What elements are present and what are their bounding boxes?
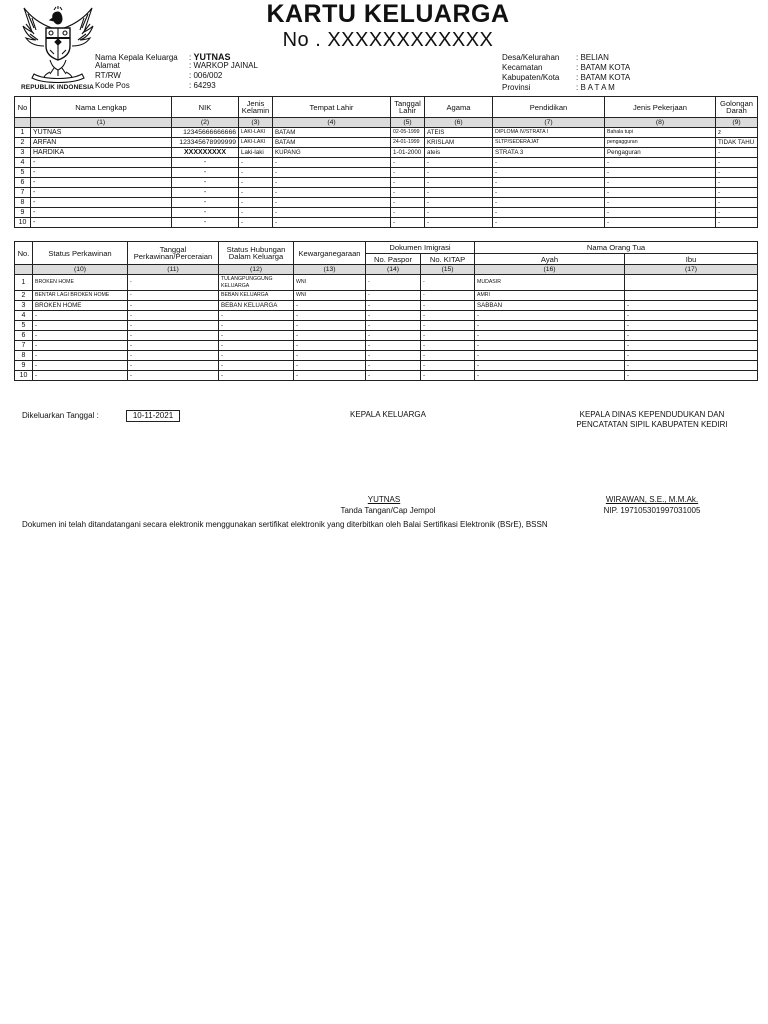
cell-jenis-kelamin: - [239, 158, 273, 168]
cell-row-no: 3 [15, 148, 31, 158]
cell-tanggal-perkawinan: - [128, 291, 219, 301]
cell-pendidikan: - [493, 218, 605, 228]
cell-no-paspor: - [366, 291, 421, 301]
cell-ibu [625, 275, 758, 291]
cell-jenis-pekerjaan: - [605, 168, 716, 178]
col-header-no-kitap: No. KITAP [421, 254, 475, 265]
col-header-agama: Agama [425, 97, 493, 118]
cell-jenis-kelamin: LAKI-LAKI [239, 128, 273, 138]
cell-status-perkawinan: - [33, 321, 128, 331]
cell-kewarganegaraan: - [294, 351, 366, 361]
table-row [15, 371, 758, 381]
col-header-golongan-darah: Golongan Darah [716, 97, 758, 118]
family-status-rows [15, 275, 758, 381]
cell-row-no: 10 [15, 218, 31, 228]
cell-golongan-darah: z [716, 128, 758, 138]
cell-jenis-pekerjaan: - [605, 198, 716, 208]
cell-ayah: MUDASIR [475, 275, 625, 291]
cell-ibu: - [625, 371, 758, 381]
cell-kewarganegaraan: - [294, 311, 366, 321]
cell-golongan-darah: - [716, 198, 758, 208]
cell-nama-lengkap: - [31, 178, 172, 188]
cell-no-paspor: - [366, 301, 421, 311]
cell-agama: - [425, 178, 493, 188]
cell-kewarganegaraan: - [294, 321, 366, 331]
cell-pendidikan: - [493, 188, 605, 198]
cell-tanggal-perkawinan: - [128, 341, 219, 351]
cell-no-kitap: - [421, 361, 475, 371]
col-number: (17) [625, 265, 758, 275]
family-members-rows [15, 128, 758, 228]
cell-no-paspor: - [366, 275, 421, 291]
cell-row-no: 6 [15, 178, 31, 188]
cell-ayah: SABBAN [475, 301, 625, 311]
table-row [15, 178, 758, 188]
cell-status-perkawinan: - [33, 311, 128, 321]
cell-jenis-kelamin: - [239, 168, 273, 178]
signer-caption: Tanda Tangan/Cap Jempol [340, 506, 436, 515]
cell-ayah: - [475, 311, 625, 321]
document-title: KARTU KELUARGA [266, 0, 510, 28]
cell-tanggal-perkawinan: - [128, 371, 219, 381]
cell-ayah: - [475, 371, 625, 381]
cell-row-no: 3 [15, 301, 33, 311]
col-number: (7) [493, 118, 605, 128]
col-number: (9) [716, 118, 758, 128]
col-number: (1) [31, 118, 172, 128]
cell-kewarganegaraan: - [294, 341, 366, 351]
cell-row-no: 9 [15, 361, 33, 371]
table-row [15, 341, 758, 351]
cell-agama: ateis [425, 148, 493, 158]
cell-nik: - [172, 208, 239, 218]
cell-ibu: - [625, 351, 758, 361]
table-row [15, 148, 758, 158]
cell-row-no: 7 [15, 341, 33, 351]
cell-status-perkawinan: - [33, 351, 128, 361]
header-value-desa: BELIAN [580, 53, 609, 62]
cell-nik: XXXXXXXXX [172, 148, 239, 158]
col-header-pendidikan: Pendidikan [493, 97, 605, 118]
cell-nama-lengkap: HARDIKA [31, 148, 172, 158]
table-row [15, 311, 758, 321]
cell-no-kitap: - [421, 371, 475, 381]
table-row [15, 361, 758, 371]
col-number: (3) [239, 118, 273, 128]
cell-row-no: 8 [15, 351, 33, 361]
cell-jenis-pekerjaan: - [605, 178, 716, 188]
cell-tanggal-perkawinan: - [128, 331, 219, 341]
cell-pendidikan: - [493, 168, 605, 178]
cell-ayah: - [475, 351, 625, 361]
col-number: (14) [366, 265, 421, 275]
cell-no-kitap: - [421, 311, 475, 321]
cell-jenis-kelamin: LAKI-LAKI [239, 138, 273, 148]
cell-tanggal-perkawinan: - [128, 275, 219, 291]
cell-tempat-lahir: BATAM [273, 128, 391, 138]
header-value-kabupaten: BATAM KOTA [580, 73, 631, 82]
cell-jenis-kelamin: - [239, 198, 273, 208]
cell-pendidikan: DIPLOMA IV/STRATA I [493, 128, 605, 138]
col-number: (11) [128, 265, 219, 275]
cell-nama-lengkap: ARFAN [31, 138, 172, 148]
emblem-caption: REPUBLIK INDONESIA [21, 84, 94, 91]
col-header-nama-orang-tua: Nama Orang Tua [475, 242, 758, 254]
cell-row-no: 1 [15, 128, 31, 138]
cell-nama-lengkap: YUTNAS [31, 128, 172, 138]
col-number: (4) [273, 118, 391, 128]
cell-pendidikan: - [493, 198, 605, 208]
cell-ibu: - [625, 311, 758, 321]
col-header-nik: NIK [172, 97, 239, 118]
header-label-rtrw: RT/RW [95, 71, 121, 80]
cell-nik: - [172, 218, 239, 228]
cell-jenis-kelamin: - [239, 208, 273, 218]
cell-agama: - [425, 158, 493, 168]
cell-no-paspor: - [366, 331, 421, 341]
kepala-keluarga-title: KEPALA KELUARGA [350, 410, 426, 419]
cell-no-kitap: - [421, 351, 475, 361]
cell-tempat-lahir: BATAM [273, 138, 391, 148]
col-header-status-perkawinan: Status Perkawinan [33, 242, 128, 265]
table-row [15, 351, 758, 361]
col-number: (8) [605, 118, 716, 128]
col-number: (2) [172, 118, 239, 128]
cell-jenis-kelamin: Laki-laki [239, 148, 273, 158]
table-row [15, 188, 758, 198]
cell-no-paspor: - [366, 341, 421, 351]
col-number: (15) [421, 265, 475, 275]
col-number: (6) [425, 118, 493, 128]
cell-status-hubungan: - [219, 361, 294, 371]
cell-no-kitap: - [421, 341, 475, 351]
cell-row-no: 7 [15, 188, 31, 198]
cell-nik: - [172, 168, 239, 178]
col-header-pekerjaan: Jenis Pekerjaan [605, 97, 716, 118]
dinas-title-line2: PENCATATAN SIPIL KABUPATEN KEDIRI [576, 420, 728, 429]
cell-status-hubungan: - [219, 371, 294, 381]
cell-nama-lengkap: - [31, 168, 172, 178]
cell-status-hubungan: TULANGPUNGGUNG KELUARGA [219, 275, 294, 291]
cell-ibu: - [625, 341, 758, 351]
cell-jenis-pekerjaan: Pengaguran [605, 148, 716, 158]
cell-row-no: 6 [15, 331, 33, 341]
cell-jenis-pekerjaan: Bahala tupi [605, 128, 716, 138]
cell-status-perkawinan: - [33, 371, 128, 381]
cell-tanggal-lahir: - [391, 198, 425, 208]
header-value-kodepos: 64293 [193, 81, 216, 90]
table-row [15, 331, 758, 341]
cell-ibu: - [625, 321, 758, 331]
header-value-kecamatan: BATAM KOTA [580, 63, 631, 72]
table-row [15, 208, 758, 218]
cell-status-perkawinan: - [33, 331, 128, 341]
cell-pendidikan: STRATA 3 [493, 148, 605, 158]
cell-status-hubungan: - [219, 341, 294, 351]
cell-status-hubungan: - [219, 351, 294, 361]
cell-nik: - [172, 188, 239, 198]
cell-golongan-darah: - [716, 188, 758, 198]
cell-tanggal-perkawinan: - [128, 301, 219, 311]
cell-ibu: - [625, 361, 758, 371]
cell-agama: KRISLAM [425, 138, 493, 148]
table-row [15, 158, 758, 168]
cell-status-perkawinan: - [33, 341, 128, 351]
table-row [15, 321, 758, 331]
cell-tanggal-lahir: 24-01-1999 [391, 138, 425, 148]
cell-jenis-kelamin: - [239, 188, 273, 198]
header-value-rtrw: 006/002 [193, 71, 223, 80]
header-label-kabupaten: Kabupaten/Kota [502, 73, 560, 82]
cell-no-kitap: - [421, 321, 475, 331]
cell-tempat-lahir: - [273, 188, 391, 198]
family-status-table [14, 241, 758, 381]
cell-tanggal-perkawinan: - [128, 311, 219, 321]
col-number-blank [15, 118, 31, 128]
cell-jenis-pekerjaan: - [605, 218, 716, 228]
cell-row-no: 9 [15, 208, 31, 218]
cell-agama: - [425, 208, 493, 218]
cell-jenis-pekerjaan: - [605, 188, 716, 198]
official-nip: NIP. 197105301997031005 [603, 506, 701, 515]
cell-nama-lengkap: - [31, 158, 172, 168]
cell-agama: - [425, 168, 493, 178]
cell-golongan-darah: - [716, 178, 758, 188]
cell-jenis-pekerjaan: - [605, 158, 716, 168]
cell-nama-lengkap: - [31, 188, 172, 198]
cell-ayah: - [475, 361, 625, 371]
cell-row-no: 4 [15, 158, 31, 168]
cell-golongan-darah: - [716, 148, 758, 158]
cell-pendidikan: SLTP/SEDERAJAT [493, 138, 605, 148]
cell-golongan-darah: - [716, 208, 758, 218]
official-name: WIRAWAN, S.E., M.M.Ak. [605, 495, 699, 504]
cell-ibu: - [625, 331, 758, 341]
cell-tanggal-lahir: - [391, 208, 425, 218]
cell-tanggal-lahir: - [391, 188, 425, 198]
col-header-ayah: Ayah [475, 254, 625, 265]
col-number: (13) [294, 265, 366, 275]
cell-ayah: - [475, 341, 625, 351]
cell-tempat-lahir: KUPANG [273, 148, 391, 158]
cell-nik: - [172, 158, 239, 168]
header-label-kecamatan: Kecamatan [502, 63, 543, 72]
cell-no-kitap: - [421, 301, 475, 311]
table-row [15, 138, 758, 148]
col-number: (16) [475, 265, 625, 275]
cell-row-no: 2 [15, 291, 33, 301]
cell-no-paspor: - [366, 371, 421, 381]
cell-golongan-darah: - [716, 218, 758, 228]
col-header-ibu: Ibu [625, 254, 758, 265]
cell-ibu [625, 291, 758, 301]
issued-label: Dikeluarkan Tanggal : [22, 411, 99, 420]
cell-tanggal-lahir: 1-01-2000 [391, 148, 425, 158]
cell-kewarganegaraan: - [294, 371, 366, 381]
header-value-nama-kepala: YUTNAS [193, 52, 231, 62]
header-label-desa: Desa/Kelurahan [502, 53, 560, 62]
cell-agama: ATEIS [425, 128, 493, 138]
cell-tanggal-perkawinan: - [128, 361, 219, 371]
cell-no-kitap: - [421, 275, 475, 291]
cell-status-hubungan: - [219, 321, 294, 331]
cell-tempat-lahir: - [273, 218, 391, 228]
cell-no-kitap: - [421, 291, 475, 301]
cell-pendidikan: - [493, 158, 605, 168]
cell-tempat-lahir: - [273, 208, 391, 218]
col-number: (10) [33, 265, 128, 275]
cell-status-hubungan: - [219, 311, 294, 321]
cell-nama-lengkap: - [31, 198, 172, 208]
table-row [15, 218, 758, 228]
cell-kewarganegaraan: - [294, 301, 366, 311]
cell-kewarganegaraan: - [294, 331, 366, 341]
cell-nik: - [172, 198, 239, 208]
cell-jenis-pekerjaan: pengagguran [605, 138, 716, 148]
cell-kewarganegaraan: - [294, 361, 366, 371]
cell-no-paspor: - [366, 321, 421, 331]
cell-tanggal-lahir: - [391, 168, 425, 178]
cell-status-perkawinan: BROKEN HOME [33, 275, 128, 291]
cell-no-paspor: - [366, 351, 421, 361]
cell-status-perkawinan: - [33, 361, 128, 371]
header-label-alamat: Alamat [95, 61, 120, 70]
cell-kewarganegaraan: WNI [294, 275, 366, 291]
cell-jenis-kelamin: - [239, 178, 273, 188]
cell-row-no: 2 [15, 138, 31, 148]
cell-agama: - [425, 218, 493, 228]
cell-no-kitap: - [421, 331, 475, 341]
family-members-table [14, 96, 758, 228]
header-label-kodepos: Kode Pos [95, 81, 130, 90]
header-right-block: Desa/Kelurahan : BELIAN Kecamatan : BATAM KOTA Kabupaten/Kota : BATAM KOTA Provinsi : B A T A M [502, 53, 631, 92]
cell-pendidikan: - [493, 208, 605, 218]
cell-nik: 12345666666666 [172, 128, 239, 138]
header-value-provinsi: B A T A M [580, 83, 615, 92]
table-row [15, 198, 758, 208]
cell-tanggal-perkawinan: - [128, 321, 219, 331]
cell-no-paspor: - [366, 361, 421, 371]
cell-tanggal-lahir: - [391, 178, 425, 188]
cell-tanggal-perkawinan: - [128, 351, 219, 361]
cell-nama-lengkap: - [31, 208, 172, 218]
cell-tanggal-lahir: - [391, 158, 425, 168]
cell-status-hubungan: BEBAN KELUARGA [219, 291, 294, 301]
col-header-tempat-lahir: Tempat Lahir [273, 97, 391, 118]
cell-status-hubungan: - [219, 331, 294, 341]
cell-tempat-lahir: - [273, 178, 391, 188]
cell-nik: 123345678999999 [172, 138, 239, 148]
table-row [15, 301, 758, 311]
dinas-title-line1: KEPALA DINAS KEPENDUDUKAN DAN [579, 410, 725, 419]
cell-golongan-darah: - [716, 158, 758, 168]
cell-tempat-lahir: - [273, 158, 391, 168]
col-header-status-hubungan: Status Hubungan Dalam Keluarga [219, 242, 294, 265]
cell-status-perkawinan: BROKEN HOME [33, 301, 128, 311]
cell-golongan-darah: - [716, 168, 758, 178]
cell-tanggal-lahir: - [391, 218, 425, 228]
header-label-nama-kepala: Nama Kepala Keluarga [95, 53, 178, 62]
cell-row-no: 5 [15, 168, 31, 178]
col-header-tanggal-perkawinan: Tanggal Perkawinan/Perceraian [128, 242, 219, 265]
table-row [15, 291, 758, 301]
cell-ayah: - [475, 321, 625, 331]
cell-agama: - [425, 198, 493, 208]
cell-ibu: - [625, 301, 758, 311]
cell-pendidikan: - [493, 178, 605, 188]
cell-row-no: 10 [15, 371, 33, 381]
table-row [15, 128, 758, 138]
table-row [15, 275, 758, 291]
cell-golongan-darah: TIDAK TAHU [716, 138, 758, 148]
col-header-tanggal-lahir: Tanggal Lahir [391, 97, 425, 118]
cell-tanggal-lahir: 02-05-1999 [391, 128, 425, 138]
cell-ayah: - [475, 331, 625, 341]
signer-name: YUTNAS [367, 495, 401, 504]
cell-status-perkawinan: BENTAR LAGI BROKEN HOME [33, 291, 128, 301]
cell-ayah: AMRI [475, 291, 625, 301]
electronic-signature-disclaimer: Dokumen ini telah ditandatangani secara elektronik menggunakan sertifikat elektronik yang diterbitkan oleh Balai Sertifikasi Elektronik (BSrE), BSSN [22, 520, 548, 529]
col-number: (12) [219, 265, 294, 275]
cell-kewarganegaraan: WNI [294, 291, 366, 301]
cell-row-no: 5 [15, 321, 33, 331]
col-number-blank [15, 265, 33, 275]
cell-agama: - [425, 188, 493, 198]
cell-tempat-lahir: - [273, 198, 391, 208]
col-header-no: No. [15, 242, 33, 265]
document-number: No . XXXXXXXXXXXX [282, 29, 494, 51]
col-header-dokumen-imigrasi: Dokumen Imigrasi [366, 242, 475, 254]
header-left-block: Nama Kepala Keluarga : YUTNAS Alamat : WARKOP JAINAL RT/RW : 006/002 Kode Pos : 64293 [95, 52, 258, 90]
header-value-alamat: WARKOP JAINAL [193, 61, 258, 70]
cell-tempat-lahir: - [273, 168, 391, 178]
issued-date: 10-11-2021 [126, 410, 180, 422]
col-header-nama: Nama Lengkap [31, 97, 172, 118]
cell-no-paspor: - [366, 311, 421, 321]
cell-nik: - [172, 178, 239, 188]
col-header-kewarganegaraan: Kewarganegaraan [294, 242, 366, 265]
table-row [15, 168, 758, 178]
header-label-provinsi: Provinsi [502, 83, 531, 92]
col-header-no-paspor: No. Paspor [366, 254, 421, 265]
col-header-jenis-kelamin: Jenis Kelamin [239, 97, 273, 118]
col-number: (5) [391, 118, 425, 128]
cell-row-no: 1 [15, 275, 33, 291]
cell-jenis-kelamin: - [239, 218, 273, 228]
cell-row-no: 4 [15, 311, 33, 321]
cell-jenis-pekerjaan: - [605, 208, 716, 218]
cell-row-no: 8 [15, 198, 31, 208]
col-header-no: No [15, 97, 31, 118]
cell-nama-lengkap: - [31, 218, 172, 228]
cell-status-hubungan: BEBAN KELUARGA [219, 301, 294, 311]
